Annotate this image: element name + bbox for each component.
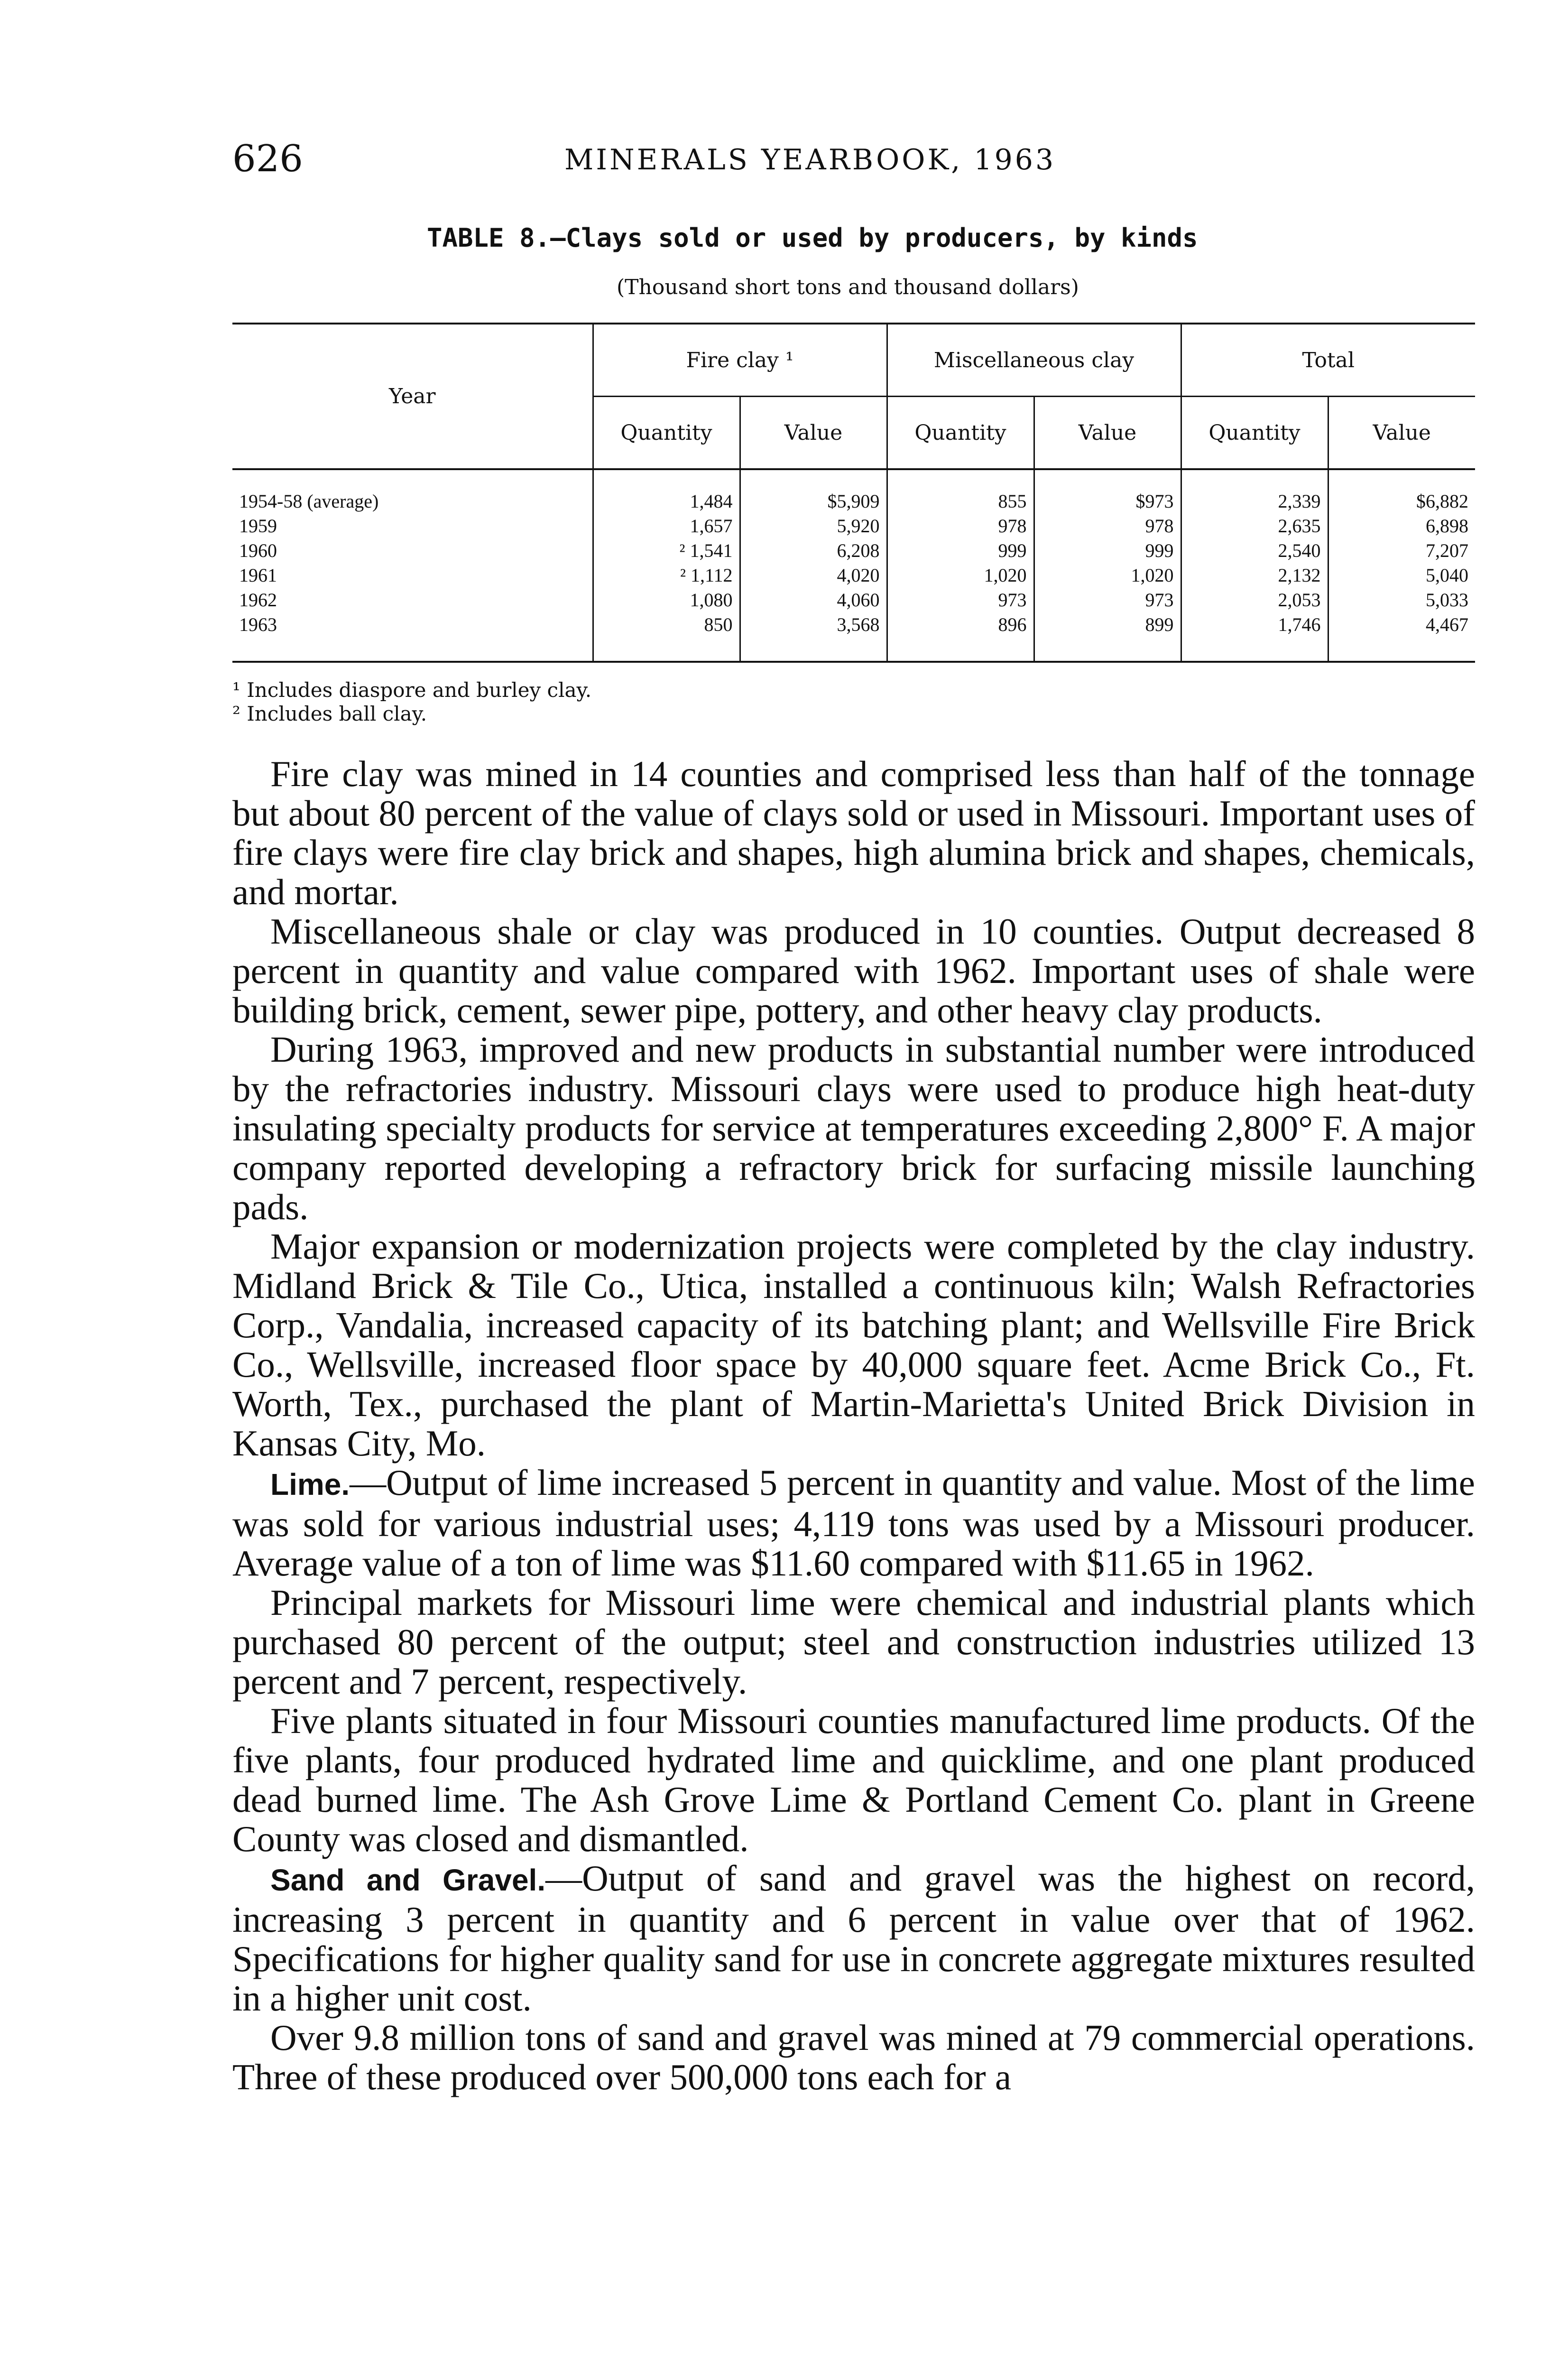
paragraph-text: —Output of lime increased 5 percent in quantity and value. Most of the lime was sold for various industrial uses; 4,119 tons was used by a Missouri producer. Average value of a ton of lime was $11.60 compared with $11.65 in 1962. xyxy=(232,1462,1475,1584)
col-header-quantity: Quantity xyxy=(887,397,1034,470)
table-subtitle: (Thousand short tons and thousand dollars) xyxy=(617,275,1079,299)
cell-total-qty: 2,339 xyxy=(1181,469,1328,514)
cell-misc-val: 978 xyxy=(1034,514,1181,538)
paragraph-text: —Output of sand and gravel was the highest on record, increasing 3 percent in quantity and 6 percent in value over that of 1962. Specifications for higher quality sand for use in concrete aggregate mixtures resulted in a higher unit cost. xyxy=(232,1858,1475,2019)
cell-fire-val: 4,020 xyxy=(740,563,887,588)
page-header xyxy=(232,138,1475,190)
cell-total-val: $6,882 xyxy=(1328,469,1475,514)
col-header-quantity: Quantity xyxy=(593,397,740,470)
cell-fire-qty: 1,657 xyxy=(593,514,740,538)
table-footnotes xyxy=(232,678,591,726)
row-year: 1954-58 (average) xyxy=(239,491,379,512)
cell-total-qty: 2,132 xyxy=(1181,563,1328,588)
cell-fire-qty: 1,484 xyxy=(593,469,740,514)
col-header-value: Value xyxy=(1034,397,1181,470)
cell-misc-qty: 973 xyxy=(887,588,1034,612)
cell-total-qty: 2,635 xyxy=(1181,514,1328,538)
section-heading-lime: Lime. xyxy=(270,1467,350,1501)
row-year: 1963 xyxy=(239,614,277,635)
table-row xyxy=(232,514,1475,538)
cell-misc-val: 899 xyxy=(1034,612,1181,662)
paragraph: Major expansion or modernization projects were completed by the clay industry. Midland Brick & Tile Co., Utica, installed a continuous kiln; Walsh Refractories Corp., Vandalia, increased capacity of its batching plant; and Wellsville Fire Brick Co., Wellsville, increased floor space by 40,000 square feet. Acme Brick Co., Ft. Worth, Tex., purchased the plant of Martin-Marietta's United Brick Division in Kansas City, Mo. xyxy=(232,1226,1475,1464)
cell-total-qty: 2,540 xyxy=(1181,538,1328,563)
row-year: 1960 xyxy=(239,540,277,561)
cell-total-val: 7,207 xyxy=(1328,538,1475,563)
cell-fire-val: 4,060 xyxy=(740,588,887,612)
paragraph: Fire clay was mined in 14 counties and comprised less than half of the tonnage but about 80 percent of the value of clays sold or used in Missouri. Important uses of fire clays were fire clay brick and shapes, high alumina brick and shapes, chemicals, and mortar. xyxy=(232,753,1475,912)
cell-fire-val: 6,208 xyxy=(740,538,887,563)
cell-total-val: 5,040 xyxy=(1328,563,1475,588)
cell-misc-qty: 999 xyxy=(887,538,1034,563)
cell-misc-qty: 978 xyxy=(887,514,1034,538)
paragraph: Miscellaneous shale or clay was produced in 10 counties. Output decreased 8 percent in quantity and value compared with 1962. Important uses of shale were building brick, cement, sewer pipe, pottery, and other heavy clay products. xyxy=(232,911,1475,1030)
cell-misc-val: 999 xyxy=(1034,538,1181,563)
cell-fire-qty: ² 1,112 xyxy=(593,563,740,588)
footnote: ² Includes ball clay. xyxy=(232,702,427,725)
paragraph: Over 9.8 million tons of sand and gravel was mined at 79 commercial operations. Three of these produced over 500,000 tons each for a xyxy=(232,2017,1475,2097)
cell-fire-qty: 850 xyxy=(593,612,740,662)
cell-misc-qty: 855 xyxy=(887,469,1034,514)
col-header-misc-clay: Miscellaneous clay xyxy=(887,324,1181,397)
page-number: 626 xyxy=(232,138,303,180)
row-year: 1959 xyxy=(239,515,277,537)
cell-fire-val: 5,920 xyxy=(740,514,887,538)
running-title: MINERALS YEARBOOK, 1963 xyxy=(564,143,1056,176)
paragraph: Five plants situated in four Missouri counties manufactured lime products. Of the five plants, four produced hydrated lime and quicklime, and one plant produced dead burned lime. The Ash Grove Lime & Portland Cement Co. plant in Greene County was closed and dismantled. xyxy=(232,1700,1475,1859)
row-year: 1962 xyxy=(239,589,277,611)
col-header-value: Value xyxy=(740,397,887,470)
col-header-year: Year xyxy=(232,324,593,469)
paragraph: Principal markets for Missouri lime were chemical and industrial plants which purchased 80 percent of the output; steel and construction industries utilized 13 percent and 7 percent, respectively. xyxy=(232,1582,1475,1702)
col-header-fire-clay: Fire clay ¹ xyxy=(593,324,887,397)
cell-total-val: 5,033 xyxy=(1328,588,1475,612)
cell-fire-qty: ² 1,541 xyxy=(593,538,740,563)
table-row xyxy=(232,538,1475,563)
paragraph xyxy=(232,1859,1475,2018)
cell-fire-val: $5,909 xyxy=(740,469,887,514)
col-header-quantity: Quantity xyxy=(1181,397,1328,470)
cell-total-qty: 1,746 xyxy=(1181,612,1328,662)
table-title: TABLE 8.—Clays sold or used by producers, by kinds xyxy=(427,223,1198,253)
paragraph xyxy=(232,1463,1475,1583)
cell-fire-val: 3,568 xyxy=(740,612,887,662)
table-row xyxy=(232,588,1475,612)
cell-misc-val: 1,020 xyxy=(1034,563,1181,588)
cell-total-qty: 2,053 xyxy=(1181,588,1328,612)
cell-total-val: 6,898 xyxy=(1328,514,1475,538)
section-heading-sand-gravel: Sand and Gravel. xyxy=(270,1863,546,1897)
cell-misc-qty: 1,020 xyxy=(887,563,1034,588)
cell-misc-val: $973 xyxy=(1034,469,1181,514)
cell-total-val: 4,467 xyxy=(1328,612,1475,662)
body-text xyxy=(232,754,1475,2097)
table-row xyxy=(232,469,1475,514)
table-row xyxy=(232,563,1475,588)
clays-table xyxy=(232,323,1475,663)
table-row xyxy=(232,612,1475,662)
footnote: ¹ Includes diaspore and burley clay. xyxy=(232,678,592,702)
cell-misc-qty: 896 xyxy=(887,612,1034,662)
row-year: 1961 xyxy=(239,565,277,586)
cell-fire-qty: 1,080 xyxy=(593,588,740,612)
cell-misc-val: 973 xyxy=(1034,588,1181,612)
col-header-total: Total xyxy=(1181,324,1475,397)
paragraph: During 1963, improved and new products in substantial number were introduced by the refractories industry. Missouri clays were used to produce high heat-duty insulating specialty products for service at temperatures exceeding 2,800° F. A major company reported developing a refractory brick for surfacing missile launching pads. xyxy=(232,1029,1475,1227)
col-header-value: Value xyxy=(1328,397,1475,470)
